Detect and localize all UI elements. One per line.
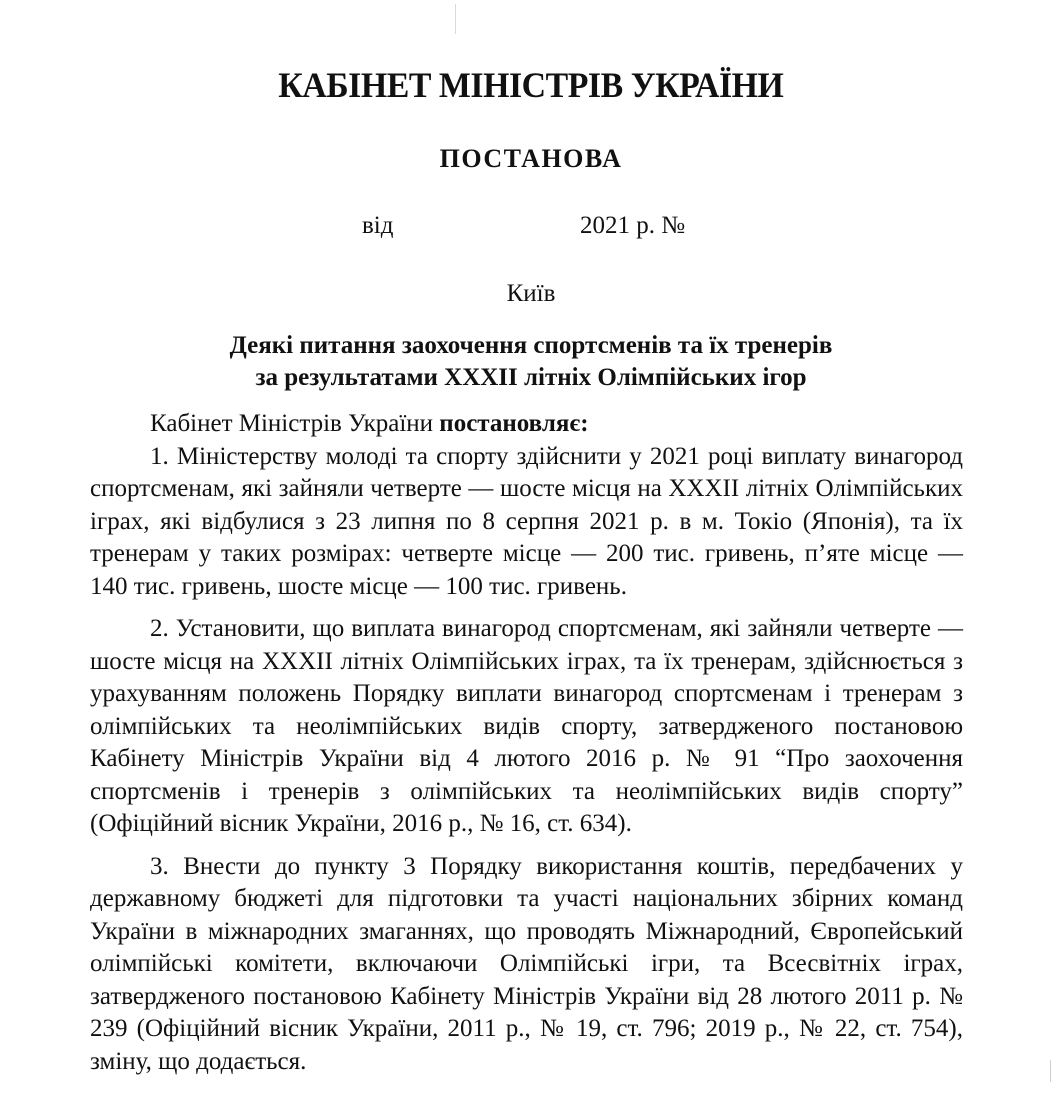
paper-edge-mark	[1050, 1060, 1051, 1082]
paragraph-2: 2. Установити, що виплата винагород спортсменам, які зайняли четверте — шосте місця на XXXII літніх Олімпійських іграх, та їх тренерам, здійснюється з урахуванням положень Порядку виплати винагород спортсменам і тренерам з олімпійських та неолімпійських видів спорту, затвердженого постановою Кабінету Міністрів України від 4 лютого 2016 р. № 91 “Про заохочення спортсменів і тренерів з олімпійських та неолімпійських видів спорту” (Офіційний вісник України, 2016 р., № 16, ст. 634).	[90, 615, 963, 837]
intro-text: Кабінет Міністрів України	[150, 410, 440, 437]
paragraph-1: 1. Міністерству молоді та спорту здійснити у 2021 році виплату винагород спортсменам, які зайняли четверте — шосте місця на XXXII літніх Олімпійських іграх, які відбулися з 23 липня по 8 серпня 2021 р. в м. Токіо (Японія), та їх тренерам у таких розмірах: четверте місце — 200 тис. гривень, п’яте місце — 140 тис. гривень, шосте місце — 100 тис. гривень.	[90, 442, 963, 600]
subject-line-1: Деякі питання заохочення спортсменів та їх тренерів	[229, 332, 833, 359]
document-body	[90, 408, 963, 1078]
document-subject	[0, 330, 1062, 394]
paragraph-3: 3. Внести до пункту 3 Порядку використання коштів, передбачених у державному бюджеті для підготовки та участі національних збірних команд України в міжнародних змаганнях, що проводять Міжнародний, Європейський олімпійські комітети, включаючи Олімпійські ігри, та Всесвітніх іграх, затвердженого постановою Кабінету Міністрів України від 28 лютого 2011 р. № 239 (Офіційний вісник України, 2011 р., № 19, ст. 796; 2019 р., № 22, ст. 754), зміну, що додається.	[90, 852, 963, 1075]
resolution-intro	[90, 408, 963, 441]
subject-line-2: за результатами XXXII літніх Олімпійських ігор	[255, 364, 807, 391]
intro-bold: постановляє:	[439, 410, 589, 437]
date-prefix: від	[362, 212, 394, 239]
organization-title: КАБІНЕТ МІНІСТРІВ УКРАЇНИ	[278, 65, 784, 105]
paper-crease-mark	[455, 4, 456, 34]
city: Київ	[506, 280, 556, 307]
document-type: ПОСТАНОВА	[439, 144, 623, 173]
date-year-number: 2021 р. №	[580, 212, 686, 239]
